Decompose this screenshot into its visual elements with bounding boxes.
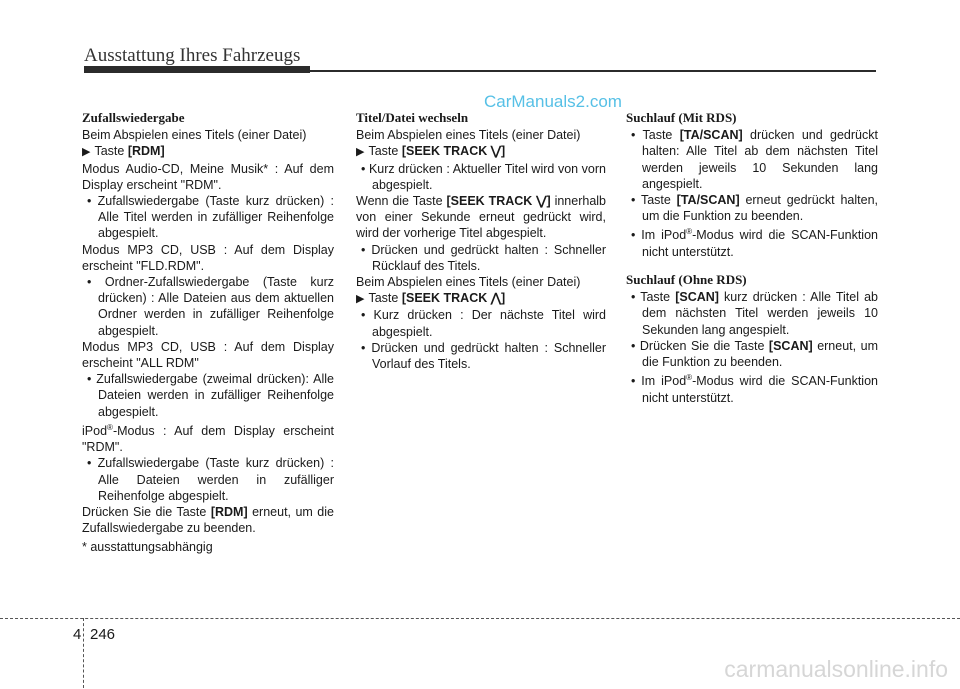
paragraph: Drücken Sie die Taste [RDM] erneut, um die Zufallswiedergabe zu beenden. xyxy=(82,505,334,536)
bullet: • Zufallswiedergabe (Taste kurz drücken) : Alle Dateien werden in zufälliger Reihenfolge abgespielt. xyxy=(87,456,334,503)
paragraph: Modus Audio-CD, Meine Musik* : Auf dem Display erscheint "RDM". xyxy=(82,161,334,192)
footer-divider xyxy=(0,618,960,619)
header-title: Ausstattung Ihres Fahrzeugs xyxy=(84,45,301,66)
heading-suchlauf-ohne-rds: Suchlauf (Ohne RDS) xyxy=(626,271,747,287)
key-instruction: ▶ Taste [SEEK TRACK ⋁] xyxy=(356,143,606,160)
chapter-number: 4 xyxy=(73,626,82,643)
paragraph: Modus MP3 CD, USB : Auf dem Display erscheint "FLD.RDM". xyxy=(82,242,334,273)
key-label: [RDM] xyxy=(210,505,248,520)
bullet: • Taste [SCAN] kurz drücken : Alle Titel ab dem nächsten Titel werden jeweils 10 Sekunden lang angespielt. xyxy=(631,290,878,337)
column-1 xyxy=(82,110,334,556)
header-rule-thin xyxy=(84,70,876,72)
play-arrow-icon: ▶ xyxy=(356,146,365,159)
bullet: • Zufallswiedergabe (zweimal drücken): Alle Dateien werden in zufälliger Reihenfolge abgespielt. xyxy=(87,372,334,419)
watermark-bottom[interactable]: carmanualsonline.info xyxy=(724,656,948,682)
column-2 xyxy=(356,110,606,372)
footer-vertical-divider xyxy=(83,618,84,688)
key-label: [SEEK TRACK ⋁] xyxy=(446,194,551,209)
paragraph: Modus MP3 CD, USB : Auf dem Display erscheint "ALL RDM" xyxy=(82,339,334,371)
heading-zufallswiedergabe: Zufallswiedergabe xyxy=(82,110,185,125)
footnote: * ausstattungsabhängig xyxy=(82,540,213,555)
key-label: [SEEK TRACK ⋀] xyxy=(401,291,506,306)
paragraph: iPod®-Modus : Auf dem Display erscheint "RDM". xyxy=(82,422,334,455)
bullet: • Kurz drücken : Aktueller Titel wird von vorn abgespielt. xyxy=(361,161,606,192)
paragraph: Beim Abspielen eines Titels (einer Datei) xyxy=(356,128,581,143)
key-label: [SCAN] xyxy=(768,338,813,353)
heading-suchlauf-mit-rds: Suchlauf (Mit RDS) xyxy=(626,110,737,125)
bullet: • Kurz drücken : Der nächste Titel wird abgespielt. xyxy=(361,308,606,339)
bullet: • Ordner-Zufallswiedergabe (Taste kurz drücken) : Alle Dateien aus dem aktuellen Ordner werden in zufälliger Reihenfolge abgespielt. xyxy=(87,275,334,338)
page-number: 246 xyxy=(90,626,116,643)
heading-titel-datei-wechseln: Titel/Datei wechseln xyxy=(356,110,469,125)
bullet: • Drücken und gedrückt halten : Schneller Vorlauf des Titels. xyxy=(361,340,606,372)
bullet: • Drücken Sie die Taste [SCAN] erneut, um die Funktion zu beenden. xyxy=(631,338,878,369)
paragraph: Wenn die Taste [SEEK TRACK ⋁] innerhalb von einer Sekunde erneut gedrückt wird, wird der vorherige Titel abgespielt. xyxy=(356,194,607,241)
column-3 xyxy=(626,110,878,406)
bullet: • Im iPod®-Modus wird die SCAN-Funktion nicht unterstützt. xyxy=(631,373,878,405)
key-label: [RDM] xyxy=(127,144,165,159)
watermark-top[interactable]: CarManuals2.com xyxy=(484,92,622,111)
key-label: [SCAN] xyxy=(675,290,719,305)
bullet: • Taste [TA/SCAN] erneut gedrückt halten, um die Funktion zu beenden. xyxy=(631,193,878,224)
bullet: • Im iPod®-Modus wird die SCAN-Funktion nicht unterstützt. xyxy=(631,227,878,259)
key-instruction: ▶ Taste [RDM] xyxy=(82,143,334,160)
bullet: • Zufallswiedergabe (Taste kurz drücken) : Alle Titel werden in zufälliger Reihenfolge abgespielt. xyxy=(87,194,334,241)
paragraph: Beim Abspielen eines Titels (einer Datei) xyxy=(356,275,581,290)
paragraph: Beim Abspielen eines Titels (einer Datei) xyxy=(82,128,307,143)
key-label: [SEEK TRACK ⋁] xyxy=(401,144,506,159)
play-arrow-icon: ▶ xyxy=(356,293,365,306)
key-label: [TA/SCAN] xyxy=(679,128,743,143)
bullet: • Taste [TA/SCAN] drücken und gedrückt halten: Alle Titel ab dem nächsten Titel werden jeweils 10 Sekunden lang angespielt. xyxy=(631,128,878,191)
bullet: • Drücken und gedrückt halten : Schneller Rücklauf des Titels. xyxy=(361,242,606,273)
key-instruction: ▶ Taste [SEEK TRACK ⋀] xyxy=(356,290,606,307)
key-label: [TA/SCAN] xyxy=(676,193,740,208)
play-arrow-icon: ▶ xyxy=(82,146,91,159)
